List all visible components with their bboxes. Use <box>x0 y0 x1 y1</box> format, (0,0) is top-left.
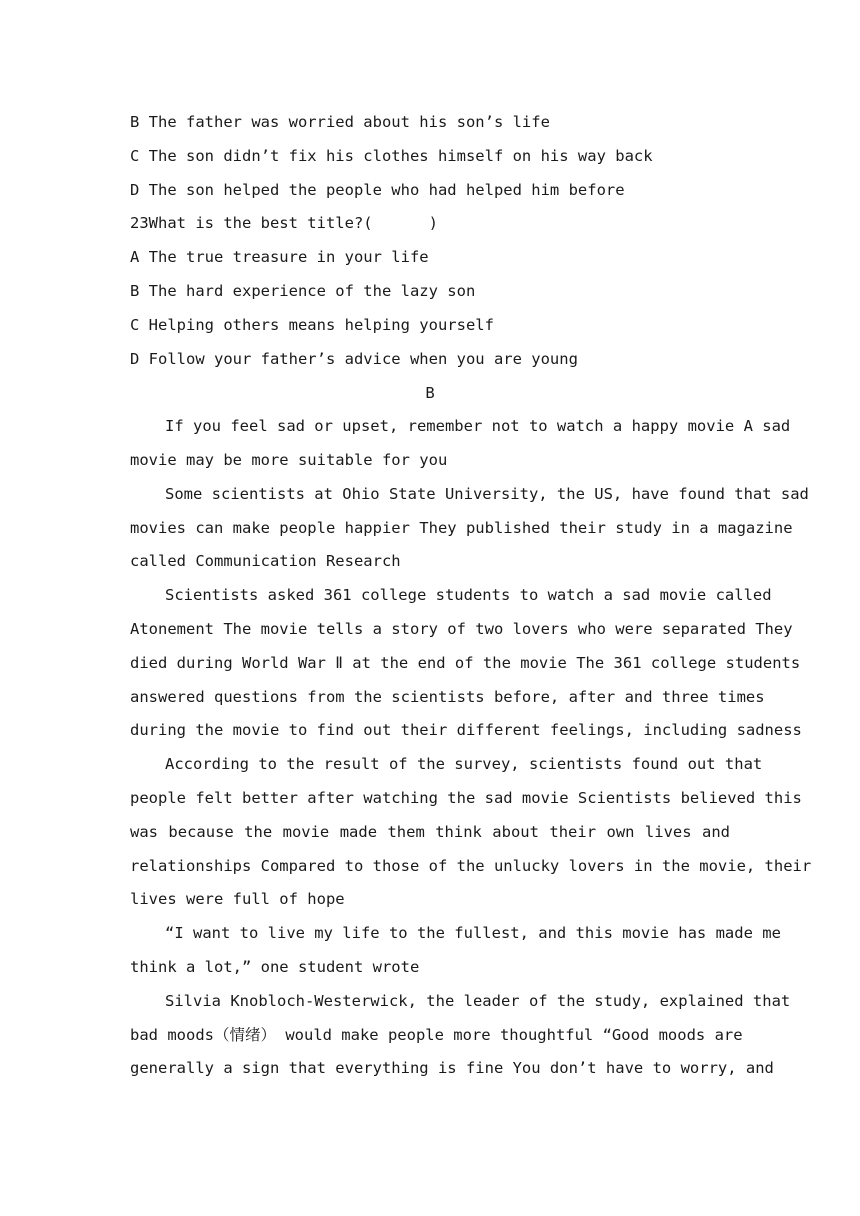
passage-line: died during World War Ⅱ at the end of the movie The 361 college students <box>130 654 801 672</box>
passage-line: relationships Compared to those of the unlucky lovers in the movie, their <box>130 857 812 875</box>
passage-line: Some scientists at Ohio State University, the US, have found that sad <box>165 485 809 503</box>
passage-line: answered questions from the scientists before, after and three times <box>130 688 765 706</box>
q22-option-c: C The son didn’t fix his clothes himself on his way back <box>130 147 653 165</box>
q22-option-b: B The father was worried about his son’s life <box>130 113 550 131</box>
passage-line: movies can make people happier They published their study in a magazine <box>130 519 793 537</box>
passage-line: “I want to live my life to the fullest, and this movie has made me <box>165 924 781 942</box>
passage-line: think a lot,” one student wrote <box>130 958 420 976</box>
q23-option-c: C Helping others means helping yourself <box>130 316 494 334</box>
passage-line: people felt better after watching the sad movie Scientists believed this <box>130 789 802 807</box>
q23-option-a: A The true treasure in your life <box>130 248 429 266</box>
passage-line: was because the movie made them think about their own lives and <box>130 823 730 841</box>
passage-heading: B <box>425 384 435 402</box>
passage-line: lives were full of hope <box>130 890 345 908</box>
passage-line: called Communication Research <box>130 552 401 570</box>
passage-line: Atonement The movie tells a story of two lovers who were separated They <box>130 620 793 638</box>
passage-line: Scientists asked 361 college students to watch a sad movie called <box>165 586 772 604</box>
passage-line: Silvia Knobloch-Westerwick, the leader of the study, explained that <box>165 992 791 1010</box>
passage-line: If you feel sad or upset, remember not to watch a happy movie A sad <box>165 417 791 435</box>
q22-option-d: D The son helped the people who had helped him before <box>130 181 625 199</box>
q23-stem: 23What is the best title?( ) <box>130 214 438 232</box>
passage-line: generally a sign that everything is fine You don’t have to worry, and <box>130 1059 774 1077</box>
passage-line: bad moods（情绪） would make people more thoughtful “Good moods are <box>130 1026 743 1044</box>
passage-line: According to the result of the survey, scientists found out that <box>165 755 763 773</box>
q23-option-d: D Follow your father’s advice when you are young <box>130 350 578 368</box>
passage-line: during the movie to find out their different feelings, including sadness <box>130 721 802 739</box>
q23-option-b: B The hard experience of the lazy son <box>130 282 476 300</box>
passage-line: movie may be more suitable for you <box>130 451 448 469</box>
